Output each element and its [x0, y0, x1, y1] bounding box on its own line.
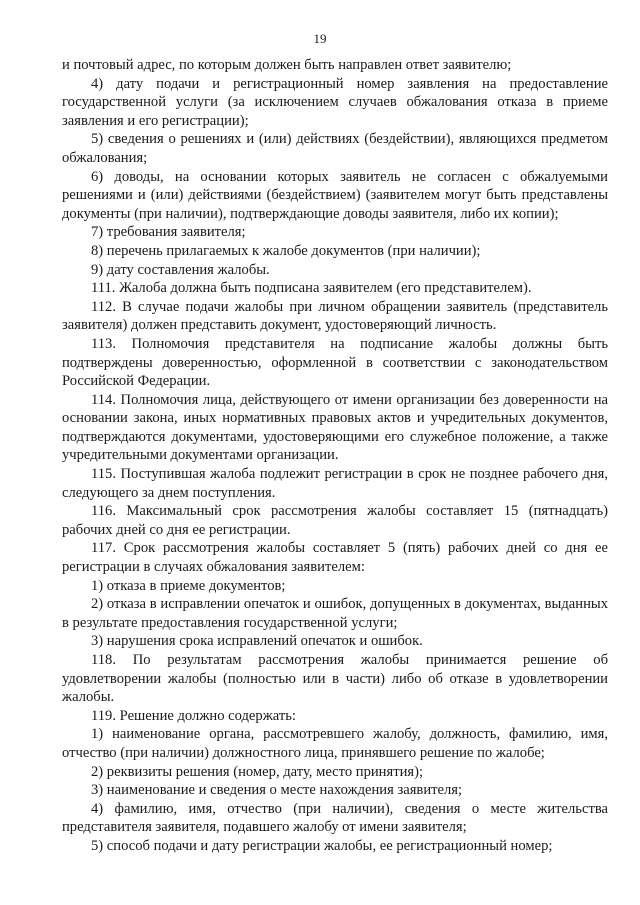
paragraph-111: 111. Жалоба должна быть подписана заявителем (его представителем). [91, 280, 532, 297]
page-number: 19 [313, 31, 327, 46]
paragraph-continuation: и почтовый адрес, по которым должен быть направлен ответ заявителю; [62, 57, 512, 73]
paragraph-117-item-2: 2) отказа в исправлении опечаток и ошибок, допущенных в документах, выданных в результате предоставления государственной услуги; [62, 596, 608, 631]
paragraph-item-4: 4) дату подачи и регистрационный номер заявления на предоставление государственной услуги (за исключением случаев обжалования отказа в приеме заявления и его регистрации); [62, 75, 608, 129]
paragraph-119-item-2: 2) реквизиты решения (номер, дату, место принятия); [91, 763, 424, 780]
paragraph-112: 112. В случае подачи жалобы при личном обращении заявитель (представитель заявителя) должен представить документ, удостоверяющий личность. [62, 298, 608, 334]
paragraph-118: 118. По результатам рассмотрения жалобы принимается решение об удовлетворении жалобы (полностью или в части) либо об отказе в удовлетворении жалобы. [62, 652, 608, 706]
paragraph-item-9: 9) дату составления жалобы. [91, 261, 270, 278]
paragraph-117: 117. Срок рассмотрения жалобы составляет 5 (пять) рабочих дней со дня ее регистрации в случаях обжалования заявителем: [62, 540, 608, 576]
paragraph-item-8: 8) перечень прилагаемых к жалобе документов (при наличии); [91, 242, 481, 259]
paragraph-119-item-4: 4) фамилию, имя, отчество (при наличии), сведения о месте жительства представителя заявителя, подавшего жалобу от имени заявителя; [62, 800, 608, 836]
document-body [62, 56, 608, 856]
paragraph-119: 119. Решение должно содержать: [91, 707, 296, 724]
paragraph-119-item-3: 3) наименование и сведения о месте нахождения заявителя; [91, 782, 463, 799]
paragraph-item-6: 6) доводы, на основании которых заявитель не согласен с обжалуемыми решениями и (или) действиями (бездействием) (заявителем могут быть представлены документы (при наличии), подтверждающие доводы заявителя, либо их копии); [62, 168, 608, 222]
paragraph-item-5: 5) сведения о решениях и (или) действиях (бездействии), являющихся предметом обжалования; [62, 131, 608, 166]
paragraph-115: 115. Поступившая жалоба подлежит регистрации в срок не позднее рабочего дня, следующего за днем поступления. [62, 466, 608, 501]
paragraph-117-item-1: 1) отказа в приеме документов; [91, 577, 286, 594]
paragraph-119-item-5: 5) способ подачи и дату регистрации жалобы, ее регистрационный номер; [91, 837, 553, 854]
paragraph-item-7: 7) требования заявителя; [91, 224, 246, 241]
paragraph-116: 116. Максимальный срок рассмотрения жалобы составляет 15 (пятнадцать) рабочих дней со дня ее регистрации. [62, 503, 608, 538]
paragraph-114: 114. Полномочия лица, действующего от имени организации без доверенности на основании закона, иных нормативных правовых актов и учредительных документов, подтверждаются документами, удостоверяющими его служебное положение, а также учредительными документами организации. [62, 391, 608, 464]
paragraph-119-item-1: 1) наименование органа, рассмотревшего жалобу, должность, фамилию, имя, отчество (при наличии) должностного лица, принявшего решение по жалобе; [62, 726, 608, 761]
paragraph-117-item-3: 3) нарушения срока исправлений опечаток и ошибок. [91, 633, 423, 650]
paragraph-113: 113. Полномочия представителя на подписание жалобы должны быть подтверждены доверенностью, оформленной в соответствии с законодательством Российской Федерации. [62, 335, 608, 390]
